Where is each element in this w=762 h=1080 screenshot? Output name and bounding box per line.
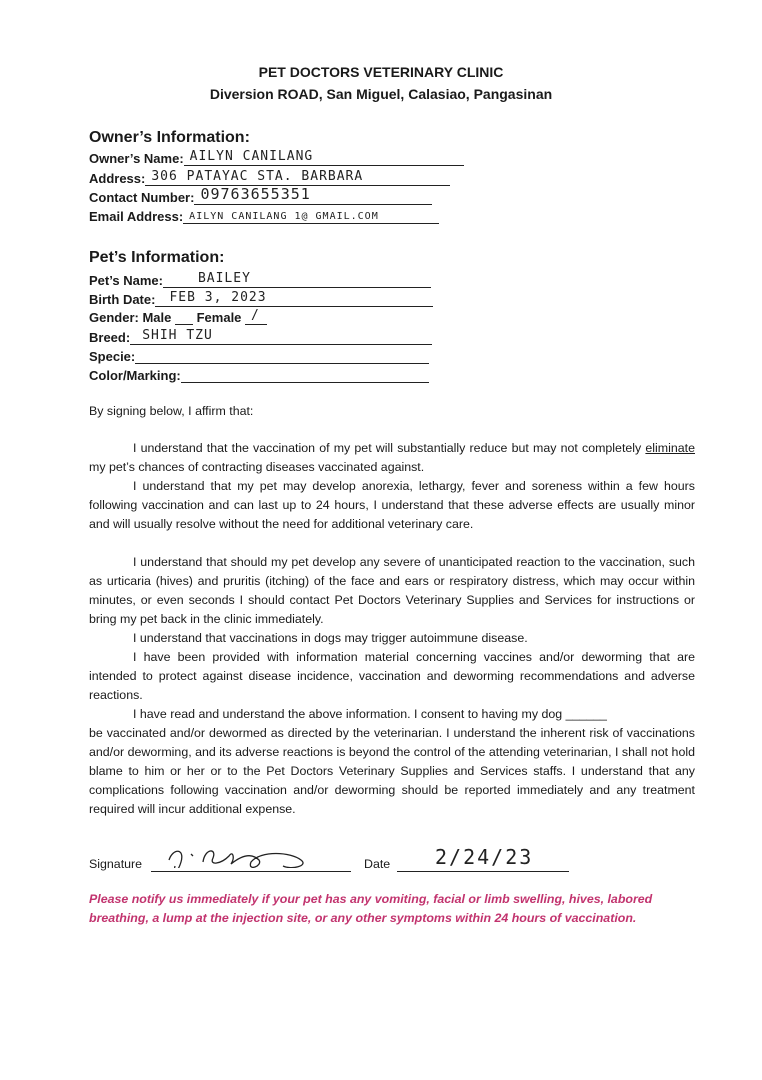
pet-gender-field	[89, 310, 267, 328]
owner-email-value: AILYN CANILANG 1@ GMAIL.COM	[189, 211, 379, 222]
pet-breed-field	[89, 329, 432, 347]
signature-row	[89, 845, 709, 882]
pet-birth-value: FEB 3, 2023	[169, 290, 267, 305]
paragraph-1	[89, 439, 695, 477]
owner-email-field	[89, 208, 439, 226]
date-value: 2/24/23	[435, 845, 534, 869]
paragraph-4: I understand that vaccinations in dogs may trigger autoimmune disease.	[133, 631, 528, 645]
owner-name-field	[89, 150, 464, 168]
owner-contact-field	[89, 185, 432, 207]
owner-name-label: Owner’s Name:	[89, 151, 184, 166]
paragraph-3: I understand that should my pet develop any severe of unanticipated reaction to the vaccination, such as urticaria (hives) and pruritis (itching) of the face and ears or respiratory distress, which may occur within minutes, or even seconds I should contact Pet Doctors Veterinary Supplies and Services for instructions or bring my pet back in the clinic immediately.	[89, 555, 695, 626]
signature-line	[151, 852, 351, 872]
owner-contact-label: Contact Number:	[89, 190, 195, 205]
owner-name-value: AILYN CANILANG	[189, 149, 314, 164]
pet-color-field	[89, 367, 429, 385]
signature-scribble	[151, 838, 351, 868]
paragraph-6-first-line: I have read and understand the above information. I consent to having my dog ______	[133, 707, 607, 721]
pet-specie-field	[89, 348, 429, 366]
gender-male-label: Gender: Male	[89, 310, 172, 325]
paragraph-1-text-end: my pet’s chances of contracting diseases vaccinated against.	[89, 460, 425, 474]
pet-name-field	[89, 272, 431, 290]
pet-name-value: BAILEY	[197, 271, 251, 286]
signature-label: Signature	[89, 857, 143, 871]
pet-breed-value: SHIH TZU	[142, 328, 213, 343]
notice-text: Please notify us immediately if your pet has any vomiting, facial or limb swelling, hives, labored breathing, a lump at the injection site, or any other symptoms within 24 hours of vaccination.	[89, 892, 653, 925]
pet-breed-label: Breed:	[89, 330, 131, 345]
date-label: Date	[364, 857, 391, 871]
intro-text: By signing below, I affirm that:	[89, 404, 254, 418]
paragraph-1-underlined: eliminate	[645, 441, 695, 455]
paragraph-6: be vaccinated and/or dewormed as directed by the veterinarian. I understand the inherent risk of vaccinations and/or deworming, and its adverse reactions is beyond the control of the attending veterinarian, I shall not hold blame to him or her or to the Pet Doctors Veterinary Supplies and Services staffs. I understand that any complications following vaccination and/or deworming should be reported immediately and any treatment required will incur additional expense.	[89, 726, 695, 816]
clinic-address: Diversion ROAD, San Miguel, Calasiao, Pangasinan	[209, 86, 553, 102]
owner-address-value: 306 PATAYAC STA. BARBARA	[151, 169, 364, 184]
gender-male-blank	[175, 312, 193, 325]
date-line	[397, 845, 569, 872]
paragraph-5: I have been provided with information material concerning vaccines and/or deworming that are intended to protect against disease incidence, vaccination and deworming recommendations and adverse reactions.	[89, 650, 695, 702]
pet-specie-label: Specie:	[89, 349, 136, 364]
gender-female-label: Female	[196, 310, 242, 325]
pet-color-label: Color/Marking:	[89, 368, 181, 383]
owner-email-label: Email Address:	[89, 209, 184, 224]
gender-female-mark: /	[251, 308, 260, 323]
pet-name-label: Pet’s Name:	[89, 273, 163, 288]
owner-contact-value: 09763655351	[200, 185, 311, 203]
owner-section-title: Owner’s Information:	[89, 129, 250, 146]
paragraph-2: I understand that my pet may develop anorexia, lethargy, fever and soreness within a few hours following vaccination and can last up to 24 hours, I understand that these adverse effects are usually minor and will usually resolve without the need for additional veterinary care.	[89, 479, 695, 531]
pet-section-title: Pet’s Information:	[89, 249, 225, 266]
owner-address-label: Address:	[89, 171, 146, 186]
clinic-name: PET DOCTORS VETERINARY CLINIC	[258, 64, 504, 80]
pet-birth-label: Birth Date:	[89, 292, 156, 307]
paragraph-1-text: I understand that the vaccination of my pet will substantially reduce but may not completely	[133, 441, 646, 455]
pet-birth-field	[89, 291, 433, 309]
